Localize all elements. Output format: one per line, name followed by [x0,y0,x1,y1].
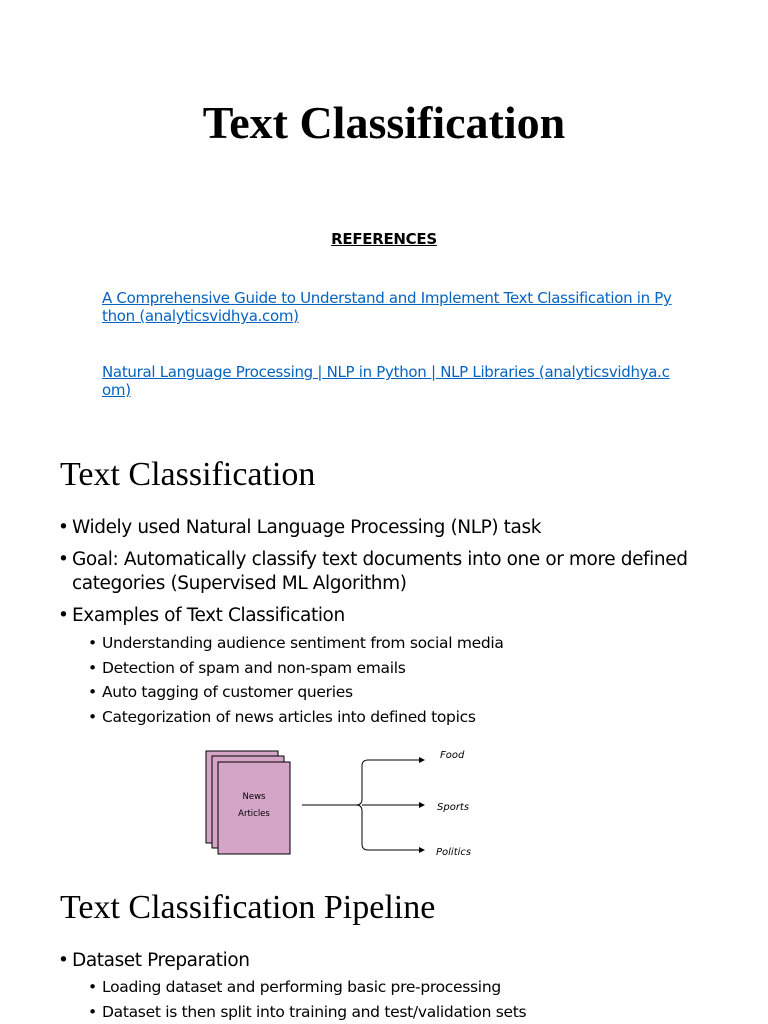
reference-link-text-classification-guide[interactable]: A Comprehensive Guide to Understand and Implement Text Classification in Python (analyticsvidhya.com) [102,289,672,325]
bullet-dataset-preparation: • Dataset Preparation [58,949,738,973]
slide-title-pipeline: Text Classification Pipeline [60,889,436,926]
sub-bullet-dataset-split: • Dataset is then split into training and test/validation sets [86,1000,726,1024]
articles-label: Articles [238,809,270,819]
document-title: Text Classification [202,97,566,148]
slide2-bullet-list [58,949,738,973]
sub-bullet-loading-dataset: • Loading dataset and performing basic pre-processing [86,975,726,1000]
news-articles-document-stack [206,751,290,854]
category-politics-label: Politics [436,847,472,858]
classification-diagram [200,745,490,860]
example-tagging: • Auto tagging of customer queries [86,680,726,705]
dataset-preparation-list [86,975,726,1024]
example-spam: • Detection of spam and non-spam emails [86,656,726,681]
category-sports-label: Sports [437,802,470,813]
reference-link-nlp-python[interactable]: Natural Language Processing | NLP in Python | NLP Libraries (analyticsvidhya.com) [102,363,670,399]
slide1-bullet-list [58,516,738,628]
example-sentiment: • Understanding audience sentiment from social media [86,631,726,656]
examples-list [86,631,726,729]
slide-title-text-classification: Text Classification [60,456,316,493]
bullet-goal: • Goal: Automatically classify text documents into one or more defined categories (Supervised ML Algorithm) [58,548,738,596]
news-label: News [242,792,266,802]
bullet-nlp-task: • Widely used Natural Language Processing (NLP) task [58,516,738,540]
example-news-topics: • Categorization of news articles into defined topics [86,705,726,730]
bullet-examples: • Examples of Text Classification [58,604,738,628]
category-food-label: Food [440,750,465,761]
references-heading: REFERENCES [331,230,437,248]
